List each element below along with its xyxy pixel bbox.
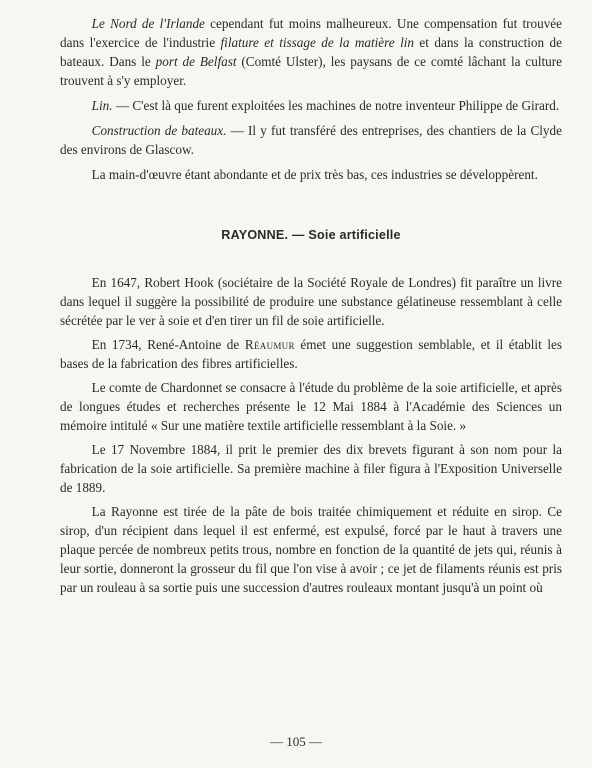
paragraph-reaumur: En 1734, René-Antoine de Réaumur émet une suggestion semblable, et il établit les bases de la fabrication des fibres artificielles. bbox=[60, 337, 562, 371]
paragraph-nord-irlande: Le Nord de l'Irlande cependant fut moins malheureux. Une compensation fut trouvée dans l'exercice de l'industrie filature et tissage de la matière lin et dans la construction de bateaux. Dans le port de Belfast (Comté Ulster), les paysans de ce comté lâchant la culture trouvent à s'y employer. bbox=[60, 16, 563, 88]
paragraph-chardonnet: Le comte de Chardonnet se consacre à l'étude du problème de la soie artificielle, et après de longues études et recherches présente le 12 Mai 1884 à l'Académie des Sciences un mémoire intitulé « Sur une matière textile artificielle ressemblant à la Soie. » bbox=[60, 380, 562, 433]
paragraph-main-oeuvre: La main-d'œuvre étant abondante et de prix très bas, ces industries se développèrent. bbox=[91, 167, 538, 182]
paragraph-hook: En 1647, Robert Hook (sociétaire de la Société Royale de Londres) fit paraître un livre dans lequel il suggère la possibilité de produire une substance gélatineuse ressemblant à celle sécrétée par le ver à soie et d'en tirer un fil de soie artificielle. bbox=[60, 275, 562, 328]
paragraph-construction-bateaux: Construction de bateaux. — Il y fut transféré des entreprises, des chantiers de la Clyde des environs de Glascow. bbox=[60, 123, 562, 157]
page-number: — 105 — bbox=[270, 734, 322, 749]
section-heading: RAYONNE. — Soie artificielle bbox=[221, 228, 401, 242]
intro-section bbox=[60, 14, 562, 184]
paragraph-brevets: Le 17 Novembre 1884, il prit le premier des dix brevets figurant à son nom pour la fabrication de la soie artificielle. Sa première machine à filer figura à l'Exposition Universelle de 1889. bbox=[60, 442, 562, 495]
paragraph-rayonne-process: La Rayonne est tirée de la pâte de bois traitée chimiquement et réduite en sirop. Ce sirop, d'un récipient dans lequel il est enfermé, est expulsé, forcé par le haut à travers une plaque percée de nombreux petits trous, nombre en fonction de la quantité de jets qui, réunis à leur sortie, donneront la grosseur du fil que l'on vise à avoir ; ce jet de filaments réunis est pris par un rouleau à sa sortie puis une succession d'autres rouleaux montant jusqu'à un point où bbox=[60, 504, 562, 595]
rayonne-section bbox=[60, 273, 562, 597]
paragraph-lin: Lin. — C'est là que furent exploitées les machines de notre inventeur Philippe de Girard. bbox=[91, 98, 560, 113]
